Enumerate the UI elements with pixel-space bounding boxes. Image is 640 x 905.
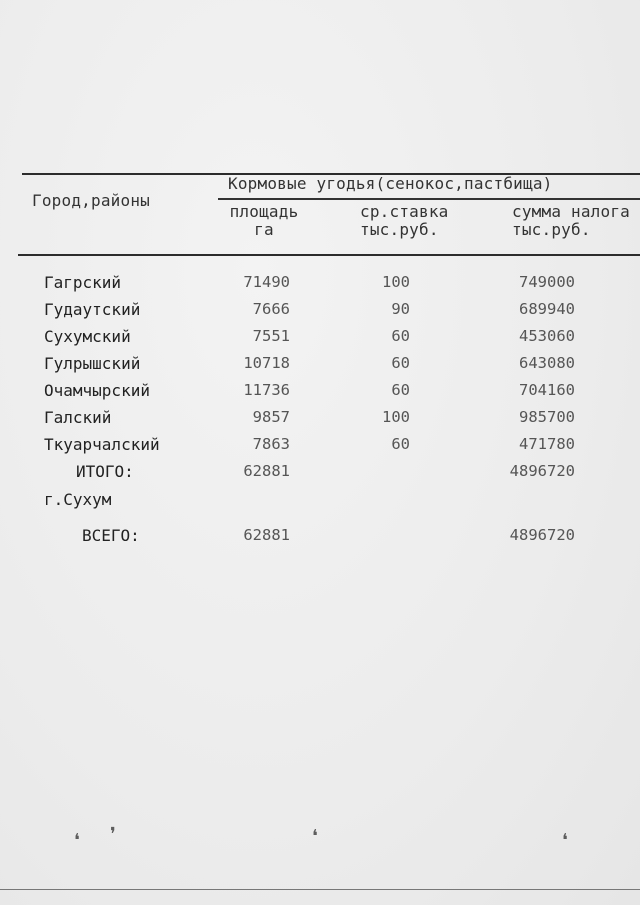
- table-row: [0, 408, 640, 432]
- rate-value: 100: [382, 408, 410, 426]
- sum-value: 471780: [519, 435, 575, 453]
- area-value: 11736: [243, 381, 290, 399]
- city-column-header: Город,районы: [32, 191, 150, 210]
- sum-value: 985700: [519, 408, 575, 426]
- sum-header-line2: тыс.руб.: [512, 220, 591, 239]
- total-area: 62881: [243, 462, 290, 480]
- table-row: [0, 381, 640, 405]
- city-row: [0, 490, 640, 514]
- rate-header-line1: ср.ставка: [360, 202, 449, 221]
- district-name: Очамчырский: [44, 381, 150, 400]
- district-name: Галский: [44, 408, 112, 427]
- area-value: 7666: [252, 300, 290, 318]
- group-header-rule: [218, 198, 640, 200]
- district-name: Гулрышский: [44, 354, 141, 373]
- scan-mark: ❛: [74, 830, 80, 851]
- grand-total-label: ВСЕГО:: [82, 526, 140, 545]
- area-value: 71490: [243, 273, 290, 291]
- scan-mark: ❛: [562, 830, 568, 851]
- table-row: [0, 354, 640, 378]
- district-name: Ткуарчалский: [44, 435, 160, 454]
- rate-value: 60: [391, 354, 410, 372]
- rate-value: 60: [391, 435, 410, 453]
- area-value: 7863: [252, 435, 290, 453]
- city-label: г.Сухум: [44, 490, 112, 509]
- total-label: ИТОГО:: [76, 462, 134, 481]
- grand-total-sum: 4896720: [509, 526, 575, 544]
- table-row: [0, 327, 640, 351]
- sum-value: 453060: [519, 327, 575, 345]
- sum-header-line1: сумма налога: [512, 202, 630, 221]
- table-row: [0, 273, 640, 297]
- grand-total-row: [0, 526, 640, 550]
- rate-header-line2: тыс.руб.: [360, 220, 439, 239]
- district-name: Гагрский: [44, 273, 122, 292]
- total-row: [0, 462, 640, 486]
- sum-value: 689940: [519, 300, 575, 318]
- district-name: Гудаутский: [44, 300, 141, 319]
- rate-value: 60: [391, 327, 410, 345]
- area-header-line2: га: [254, 220, 274, 239]
- area-value: 10718: [243, 354, 290, 372]
- area-value: 7551: [252, 327, 290, 345]
- sum-value: 749000: [519, 273, 575, 291]
- sum-value: 643080: [519, 354, 575, 372]
- page-bottom-edge: [0, 889, 640, 890]
- rate-value: 60: [391, 381, 410, 399]
- table-row: [0, 300, 640, 324]
- district-name: Сухумский: [44, 327, 131, 346]
- area-header-line1: площадь: [229, 202, 299, 221]
- grand-total-area: 62881: [243, 526, 290, 544]
- rate-value: 100: [382, 273, 410, 291]
- header-bottom-rule: [18, 254, 640, 256]
- table-row: [0, 435, 640, 459]
- sum-value: 704160: [519, 381, 575, 399]
- scan-mark: ❛: [312, 826, 318, 847]
- group-header: Кормовые угодья(сенокос,пастбища): [228, 174, 553, 193]
- total-sum: 4896720: [509, 462, 575, 480]
- rate-value: 90: [391, 300, 410, 318]
- scan-mark: ❜: [110, 824, 116, 845]
- area-value: 9857: [252, 408, 290, 426]
